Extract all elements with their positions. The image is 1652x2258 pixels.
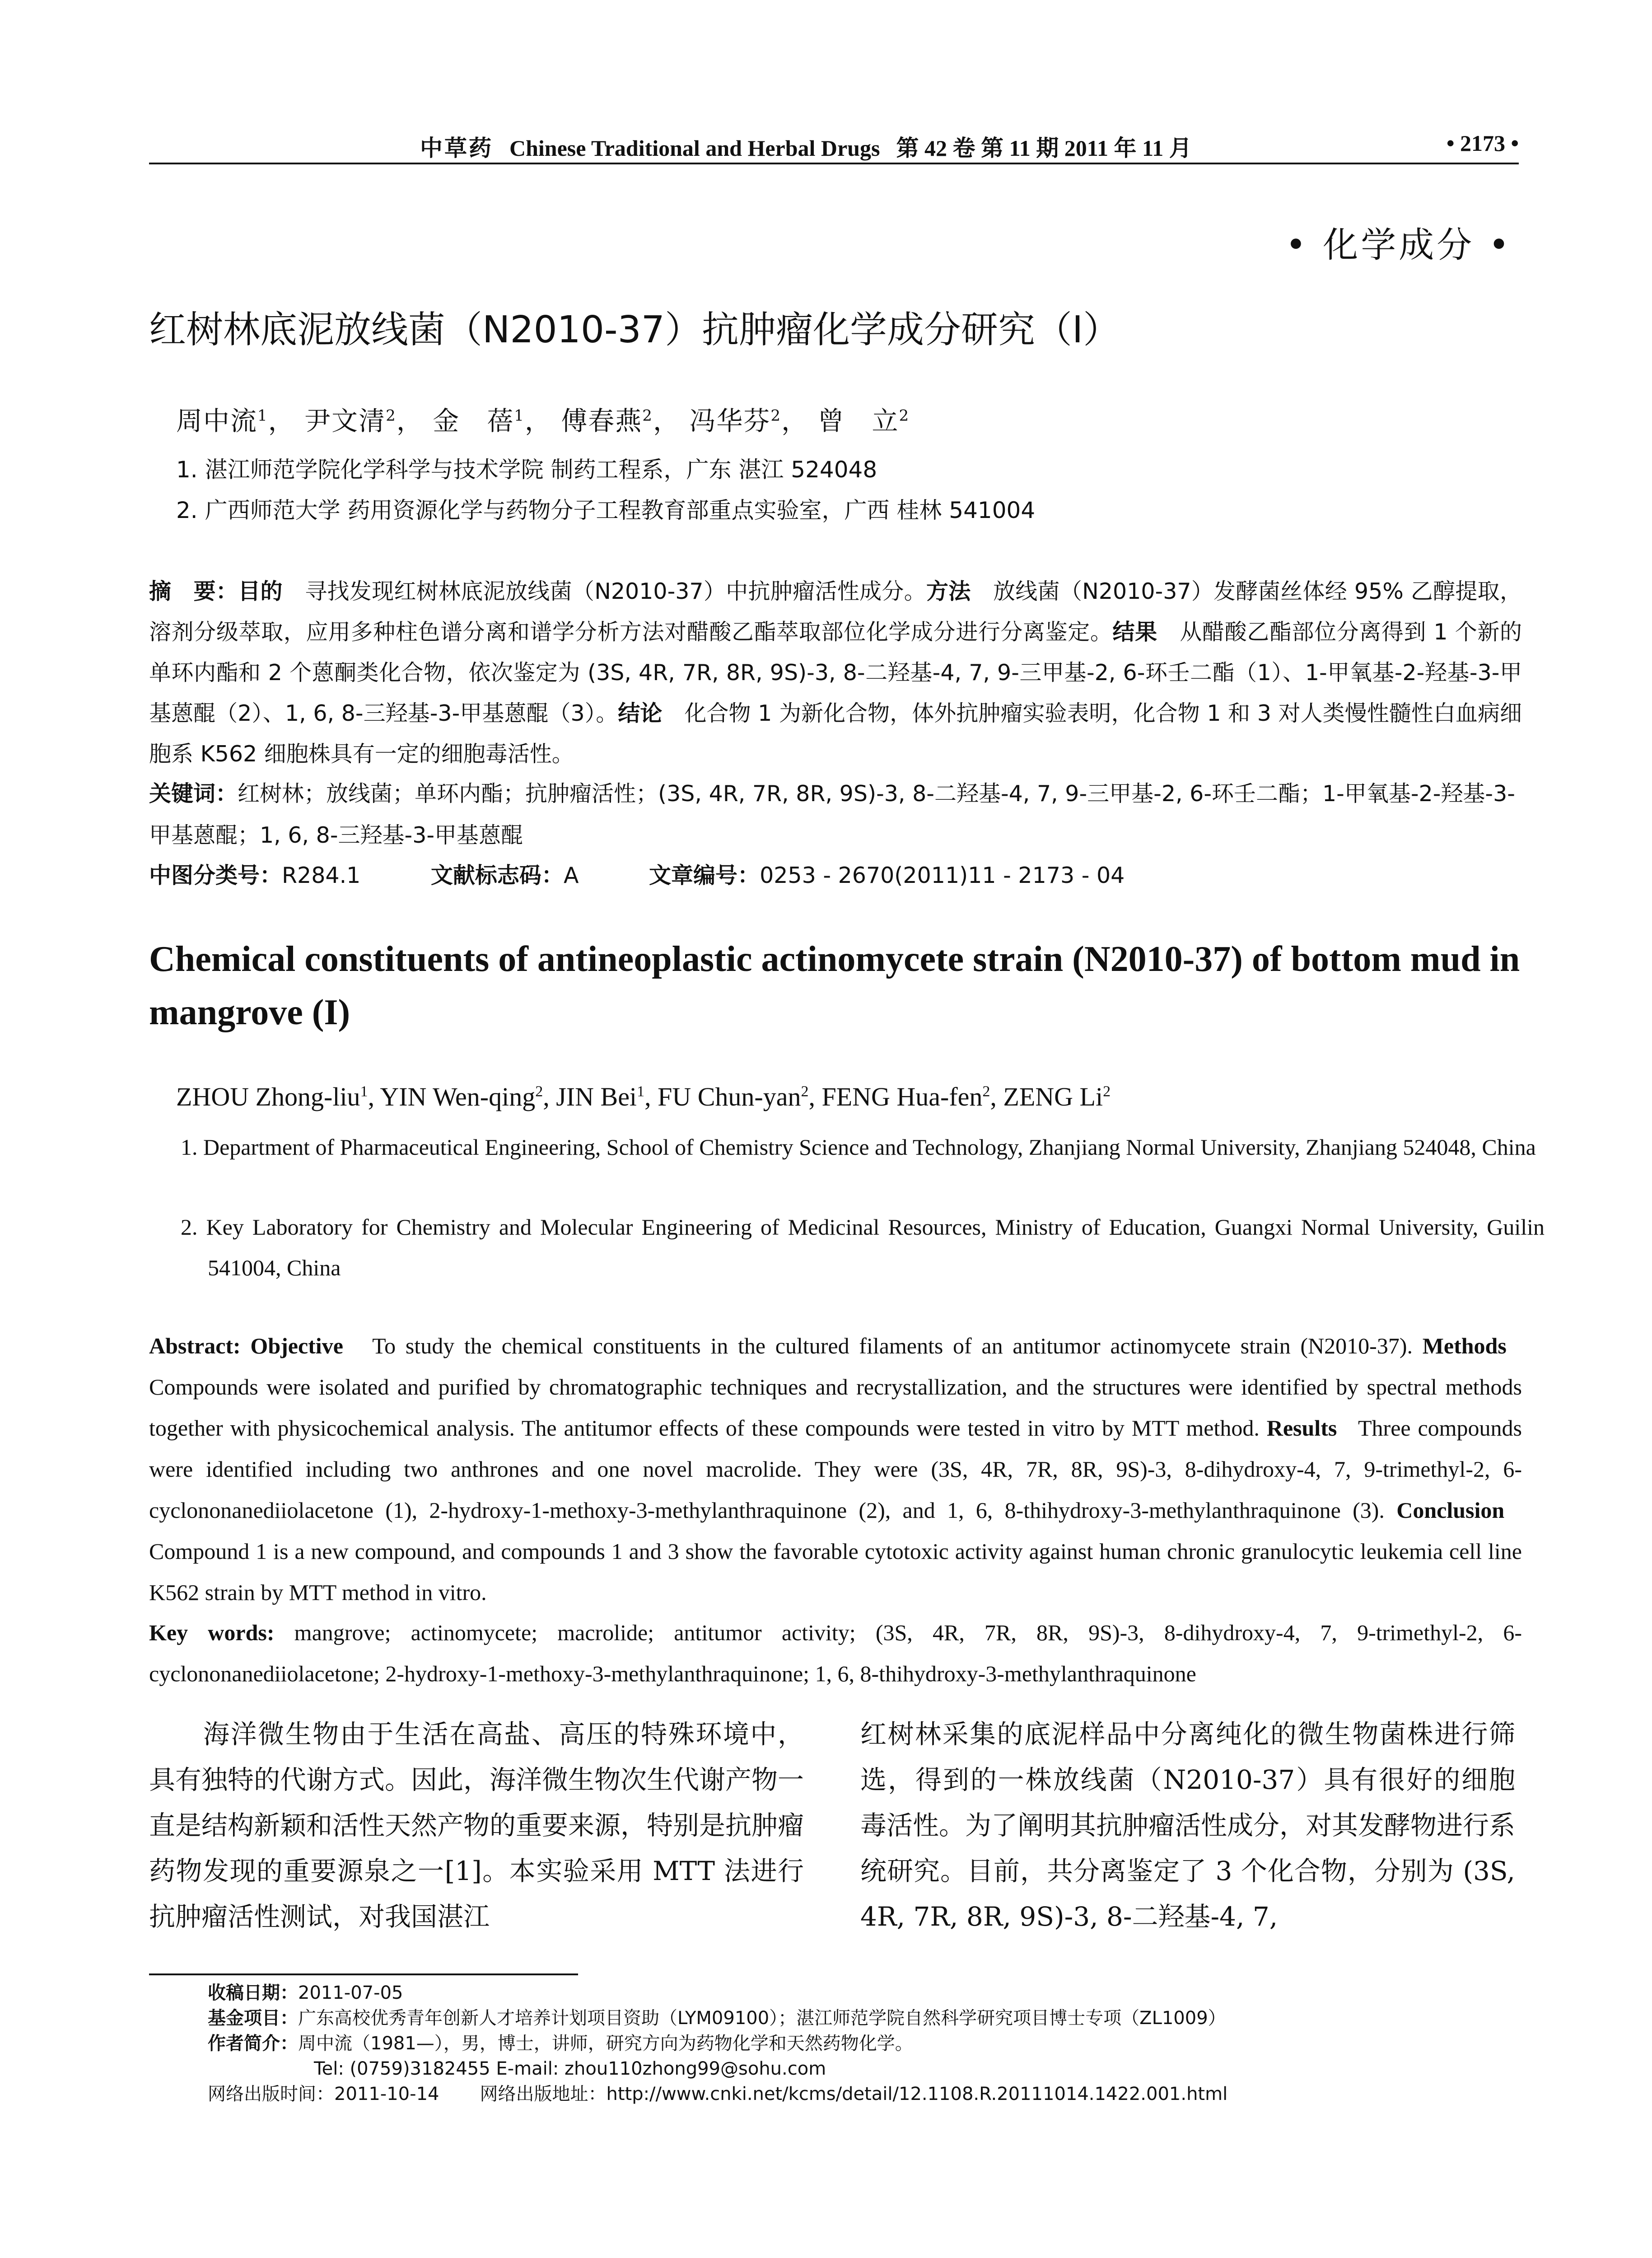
objective-label-en: Objective [250, 1333, 343, 1358]
conclusion-en: Compound 1 is a new compound, and compounds 1 and 3 show the favorable cytotoxic activity against human chronic granulocytic leukemia cell line K562 strain by MTT method in vitro. [149, 1539, 1522, 1605]
affiliation-en-1: 1. Department of Pharmaceutical Engineering, School of Chemistry Science and Technology, Zhanjiang Normal University, Zhanjiang 524048, China [181, 1134, 1536, 1160]
fund-info: 基金项目：广东高校优秀青年创新人才培养计划项目资助（LYM09100）；湛江师范学院自然科学研究项目博士专项（ZL1009） [208, 2008, 1226, 2029]
objective-label-cn: 目的 [238, 578, 283, 604]
authors-cn: 周中流$^1$， 尹文清$^2$， 金 蓓$^1$， 傅春燕$^2$， 冯华芬$^2$， 曾 立$^2$ [176, 406, 910, 436]
received-date: 收稿日期：2011-07-05 [208, 1983, 403, 2003]
author-cn: 曾 立 [817, 406, 899, 436]
clc-number: R284.1 [282, 863, 361, 888]
methods-cn: 放线菌（N2010-37）发酵菌丝体经 95% 乙醇提取，溶剂分级萃取，应用多种柱色谱分离和谱学分析方法对醋酸乙酯萃取部位化学成分进行分离鉴定。 [149, 578, 1522, 645]
author-en: FU Chun-yan [658, 1082, 801, 1111]
page-number: • 2173 • [1446, 131, 1519, 156]
classification-line [149, 858, 1188, 890]
conclusion-label-en: Conclusion [1396, 1498, 1505, 1523]
results-cn: 从醋酸乙酯部位分离得到 1 个新的单环内酯和 2 个蒽酮类化合物，依次鉴定为 (3S, 4R, 7R, 8R, 9S)-3, 8-二羟基-4, 7, 9-三甲基-2, 6-环壬二酯（1）、1-甲氧基-2-羟基-3-甲基蒽醌（2）、1, 6, 8-三羟基-3-甲基蒽醌（3）。 [149, 619, 1522, 726]
journal-name-cn: 中草药 [420, 135, 493, 161]
author-en: ZENG Li [1003, 1082, 1103, 1111]
journal-name-en: Chinese Traditional and Herbal Drugs [509, 135, 880, 161]
keywords-en-text: mangrove; actinomycete; macrolide; antitumor activity; (3S, 4R, 7R, 8R, 9S)-3, 8-dihydroxy-4, 7, 9-trimethyl-2, 6-cyclononanediiolacetone; 2-hydroxy-1-methoxy-3-methylanthraquinone; 1, 6, 8-thihydroxy-3-methylanthraquinone [149, 1620, 1522, 1686]
methods-label-cn: 方法 [926, 578, 971, 604]
doc-code-label: 文献标志码： [430, 863, 564, 888]
body-column-left: 海洋微生物由于生活在高盐、高压的特殊环境中，具有独特的代谢方式。因此，海洋微生物次生代谢产物一直是结构新颖和活性天然产物的重要来源，特别是抗肿瘤药物发现的重要源泉之一[1]。本实验采用 MTT 法进行抗肿瘤活性测试，对我国湛江 [149, 1719, 804, 1932]
journal-line [420, 130, 1208, 163]
clc-label: 中图分类号： [149, 863, 282, 888]
objective-en: To study the chemical constituents in the cultured filaments of an antitumor actinomycete strain (N2010-37). [372, 1333, 1413, 1358]
section-tag: • 化学成分 • [1285, 225, 1512, 266]
article-number: 0253 - 2670(2011)11 - 2173 - 04 [760, 863, 1125, 888]
footnote-rule [149, 1973, 578, 1975]
author-cn: 傅春燕 [561, 406, 643, 436]
affiliation-cn-2: 2. 广西师范大学 药用资源化学与药物分子工程教育部重点实验室，广西 桂林 541004 [176, 497, 1036, 523]
results-en: Three compounds were identified including two anthrones and one novel macrolide. They were (3S, 4R, 7R, 8R, 9S)-3, 8-dihydroxy-4, 7, 9-trimethyl-2, 6-cyclononanediiolacetone (1), 2-hydroxy-1-methoxy-3-methylanthraquinone (2), and 1, 6, 8-thihydroxy-3-methylanthraquinone (3). [149, 1415, 1522, 1523]
methods-label-en: Methods [1422, 1333, 1507, 1358]
methods-en: Compounds were isolated and purified by chromatographic techniques and recrystallization, and the structures were identified by spectral methods together with physicochemical analysis. The antitumor effects of these compounds were tested in vitro by MTT method. [149, 1374, 1522, 1441]
author-en: YIN Wen-qing [380, 1082, 536, 1111]
keywords-cn-label: 关键词： [149, 781, 238, 807]
article-number-label: 文章编号： [649, 863, 760, 888]
keywords-cn [149, 773, 1522, 856]
affiliation-cn-1: 1. 湛江师范学院化学科学与技术学院 制药工程系，广东 湛江 524048 [176, 457, 877, 483]
abstract-en [149, 1325, 1522, 1613]
author-en: ZHOU Zhong-liu [176, 1082, 360, 1111]
abstract-cn [149, 571, 1522, 774]
results-label-cn: 结果 [1112, 619, 1157, 645]
keywords-en [149, 1612, 1522, 1694]
keywords-cn-text: 红树林；放线菌；单环内酯；抗肿瘤活性；(3S, 4R, 7R, 8R, 9S)-3, 8-二羟基-4, 7, 9-三甲基-2, 6-环壬二酯；1-甲氧基-2-羟基-3-甲基蒽醌；1, 6, 8-三羟基-3-甲基蒽醌 [149, 781, 1515, 848]
running-head [149, 126, 1519, 164]
author-en: JIN Bei [556, 1082, 637, 1111]
conclusion-label-cn: 结论 [618, 700, 663, 726]
issue-info: 第 42 卷 第 11 期 2011 年 11 月 [896, 135, 1192, 161]
author-cn: 周中流 [176, 406, 258, 436]
author-cn: 尹文清 [304, 406, 386, 436]
objective-cn: 寻找发现红树林底泥放线菌（N2010-37）中抗肿瘤活性成分。 [305, 578, 926, 604]
authors-en: ZHOU Zhong-liu$^1$, YIN Wen-qing$^2$, JIN Bei$^1$, FU Chun-yan$^2$, FENG Hua-fen$^2$, ZENG Li$^2$ [176, 1082, 1111, 1111]
title-en: Chemical constituents of antineoplastic actinomycete strain (N2010-37) of bottom mud in mangrove (I) [149, 939, 1520, 1032]
abstract-cn-label: 摘 要： [149, 578, 238, 604]
author-cn: 冯华芬 [689, 406, 771, 436]
author-bio: 作者简介：周中流（1981—），男，博士，讲师，研究方向为药物化学和天然药物化学。 [208, 2033, 913, 2054]
keywords-en-label: Key words: [149, 1620, 275, 1645]
footnotes [208, 1980, 1517, 2107]
results-label-en: Results [1266, 1415, 1337, 1441]
body-column-right: 红树林采集的底泥样品中分离纯化的微生物菌株进行筛选，得到的一株放线菌（N2010-37）具有很好的细胞毒活性。为了阐明其抗肿瘤活性成分，对其发酵物进行系统研究。目前，共分离鉴定了 3 个化合物，分别为 (3S, 4R, 7R, 8R, 9S)-3, 8-二羟基-4, 7, [860, 1719, 1516, 1932]
online-address-link[interactable]: http://www.cnki.net/kcms/detail/12.1108.R.20111014.1422.001.html [606, 2084, 1228, 2104]
title-cn: 红树林底泥放线菌（N2010-37）抗肿瘤化学成分研究（I） [149, 308, 1120, 351]
author-en: FENG Hua-fen [821, 1082, 983, 1111]
doc-code: A [563, 863, 579, 888]
affiliation-en-2: 2. Key Laboratory for Chemistry and Molecular Engineering of Medicinal Resources, Ministry of Education, Guangxi Normal University, Guilin 541004, China [181, 1214, 1545, 1280]
conclusion-cn: 化合物 1 为新化合物，体外抗肿瘤实验表明，化合物 1 和 3 对人类慢性髓性白血病细胞系 K562 细胞株具有一定的细胞毒活性。 [149, 700, 1522, 767]
author-cn: 金 蓓 [433, 406, 514, 436]
online-publication: 网络出版时间：2011-10-14 网络出版地址：http://www.cnki.net/kcms/detail/12.1108.R.20111014.1422.001.html [208, 2084, 1228, 2104]
abstract-en-label: Abstract: [149, 1333, 241, 1358]
author-contact: Tel: (0759)3182455 E-mail: zhou110zhong99@sohu.com [314, 2058, 826, 2079]
